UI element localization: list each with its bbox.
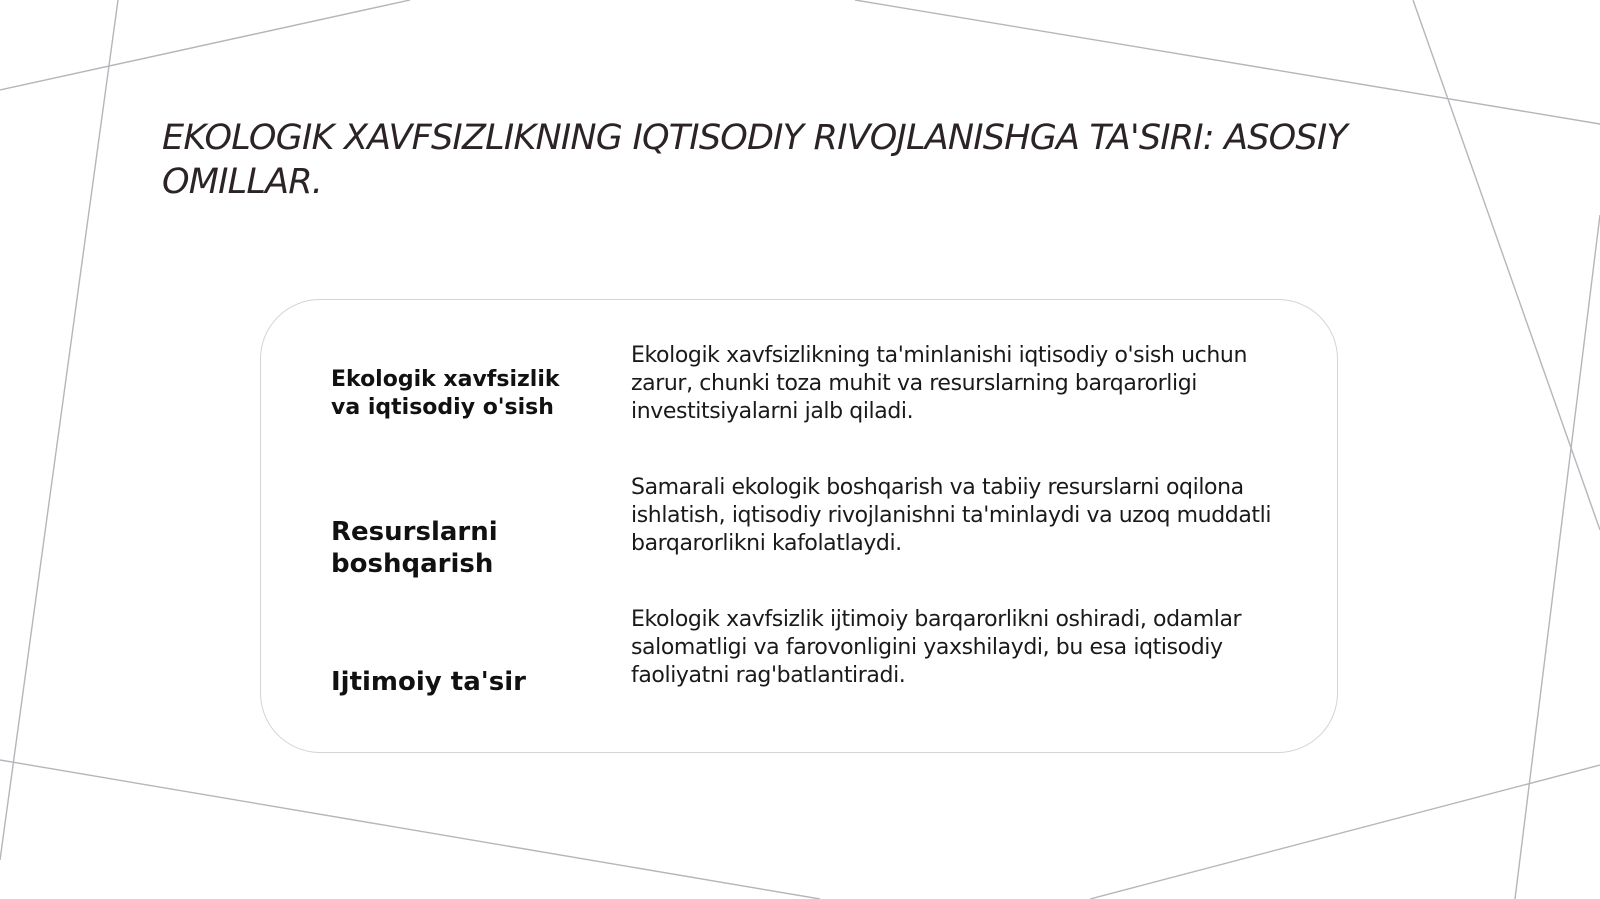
row-heading-ecology-growth: Ekologik xavfsizlik va iqtisodiy o'sish: [331, 367, 560, 420]
row-description-resource-management: Samarali ekologik boshqarish va tabiiy resurslarni oqilona ishlatish, iqtisodiy rivojlanishni ta'minlaydi va uzoq muddatli barqarorlikni kafolatlaydi.: [631, 475, 1272, 556]
bg-line: [855, 0, 1600, 124]
row-description-ecology-growth: Ekologik xavfsizlikning ta'minlanishi iqtisodiy o'sish uchun zarur, chunki toza muhit va resurslarning barqarorligi investitsiyalarni jalb qiladi.: [631, 343, 1247, 424]
row-heading-social-impact: Ijtimoiy ta'sir: [331, 667, 526, 697]
row-heading-resource-management: Resurslarni boshqarish: [331, 517, 498, 579]
bg-line: [0, 760, 820, 899]
slide-title: EKOLOGIK XAVFSIZLIKNING IQTISODIY RIVOJLANISHGA TA'SIRI: ASOSIY OMILLAR.: [162, 118, 1347, 202]
bg-line: [0, 0, 410, 90]
bg-line: [1515, 215, 1600, 899]
row-description-social-impact: Ekologik xavfsizlik ijtimoiy barqarorlikni oshiradi, odamlar salomatligi va farovonligini yaxshilaydi, bu esa iqtisodiy faoliyatni rag'batlantiradi.: [631, 607, 1242, 688]
bg-line: [0, 0, 118, 860]
bg-line: [1413, 0, 1600, 530]
